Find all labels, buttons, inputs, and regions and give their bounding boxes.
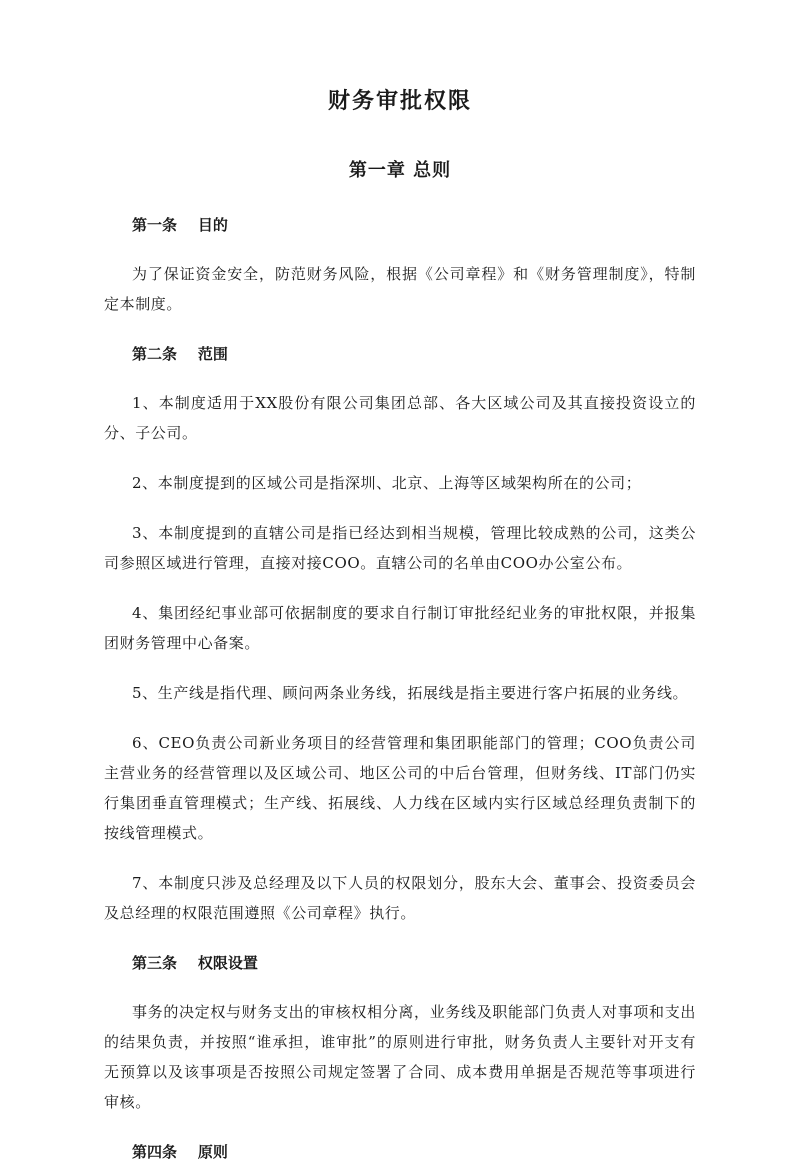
paragraph: 5、生产线是指代理、顾问两条业务线，拓展线是指主要进行客户拓展的业务线。	[132, 684, 689, 702]
paragraph: 4、集团经纪事业部可依据制度的要求自行制订审批经纪业务的审批权限，并报集团财务管理中心备案。	[104, 604, 696, 652]
article-heading: 第四条 原则	[132, 1143, 228, 1161]
article-heading: 第一条 目的	[132, 216, 228, 234]
section-article-4	[104, 1137, 696, 1167]
paragraph: 事务的决定权与财务支出的审核权相分离，业务线及职能部门负责人对事项和支出的结果负责，并按照“谁承担，谁审批”的原则进行审批，财务负责人主要针对开支有无预算以及该事项是否按照公司规定签署了合同、成本费用单据是否规范等事项进行审核。	[104, 1003, 696, 1111]
article-heading: 第二条 范围	[132, 345, 228, 363]
section-article-1	[104, 210, 696, 319]
paragraph: 为了保证资金安全，防范财务风险，根据《公司章程》和《财务管理制度》，特制定本制度。	[104, 265, 696, 313]
paragraph: 6、CEO负责公司新业务项目的经营管理和集团职能部门的管理；COO负责公司主营业务的经营管理以及区域公司、地区公司的中后台管理，但财务线、IT部门仍实行集团垂直管理模式；生产线、拓展线、人力线在区域内实行区域总经理负责制下的按线管理模式。	[104, 734, 696, 842]
section-article-2	[104, 339, 696, 928]
article-heading: 第三条 权限设置	[132, 954, 258, 972]
document-title: 财务审批权限	[327, 88, 472, 114]
section-article-3	[104, 948, 696, 1117]
paragraph: 7、本制度只涉及总经理及以下人员的权限划分，股东大会、董事会、投资委员会及总经理的权限范围遵照《公司章程》执行。	[104, 874, 696, 922]
paragraph: 2、本制度提到的区域公司是指深圳、北京、上海等区域架构所在的公司；	[132, 474, 642, 492]
paragraph: 3、本制度提到的直辖公司是指已经达到相当规模，管理比较成熟的公司，这类公司参照区域进行管理，直接对接COO。直辖公司的名单由COO办公室公布。	[104, 524, 696, 572]
chapter-title: 第一章 总则	[348, 160, 452, 181]
paragraph: 1、本制度适用于XX股份有限公司集团总部、各大区域公司及其直接投资设立的分、子公司。	[104, 394, 696, 442]
